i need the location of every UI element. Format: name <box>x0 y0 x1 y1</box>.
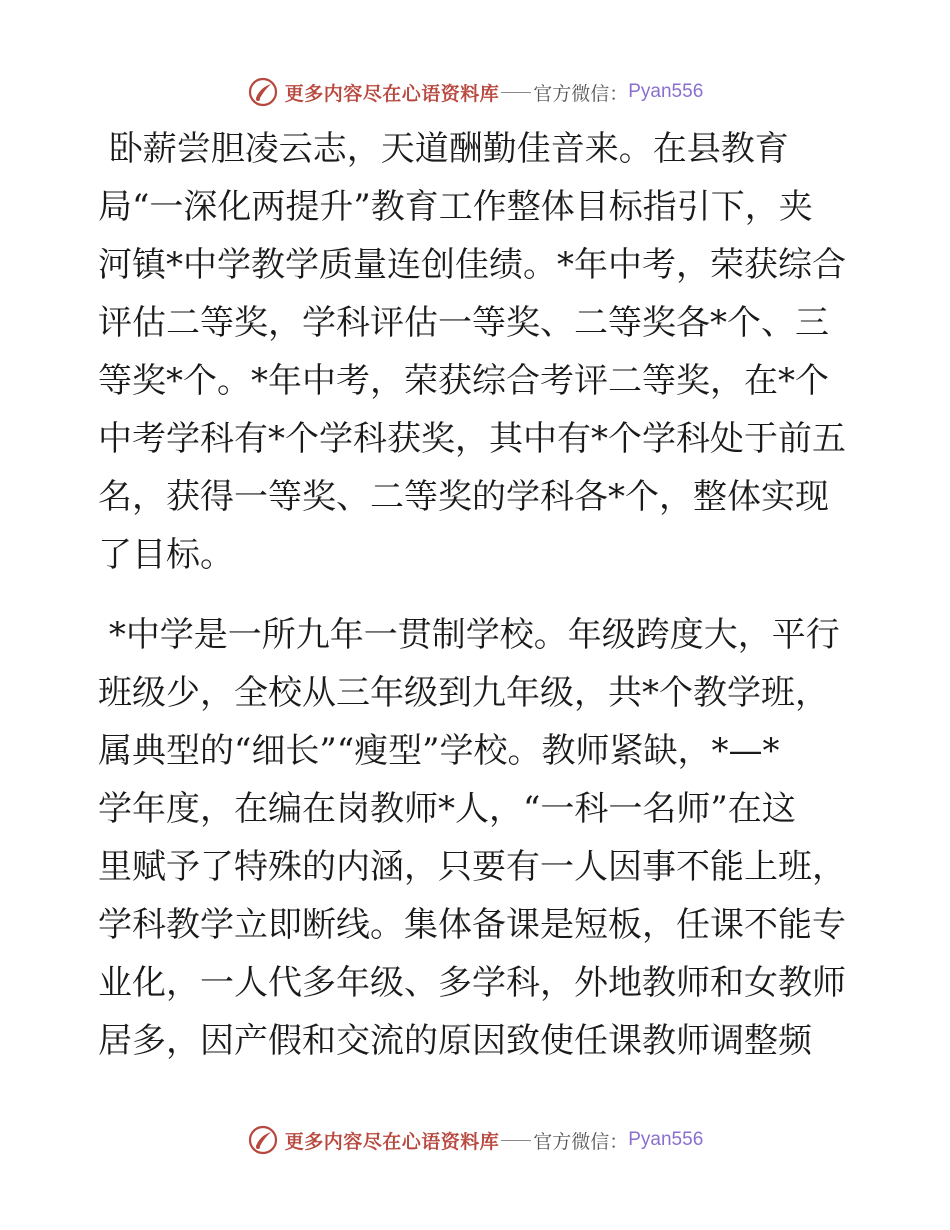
watermark-brand-text: 更多内容尽在心语资料库 <box>284 82 500 105</box>
watermark-banner-bottom <box>0 1120 950 1160</box>
document-body <box>98 120 858 1070</box>
ink-brush-seal-icon <box>247 1124 279 1156</box>
watermark-banner-top <box>0 72 950 112</box>
watermark-wechat-id: Pyan556 <box>628 81 704 102</box>
watermark-official-label: 官方微信： <box>533 1130 629 1153</box>
watermark-separator <box>501 92 531 93</box>
watermark-wechat-id: Pyan556 <box>628 1129 704 1150</box>
ink-brush-seal-icon <box>247 76 279 108</box>
watermark-brand-text: 更多内容尽在心语资料库 <box>284 1130 500 1153</box>
watermark-official-label: 官方微信： <box>533 82 629 105</box>
paragraph-2: *中学是一所九年一贯制学校。年级跨度大，平行 班级少，全校从三年级到九年级，共*个教学班， 属典型的“细长”“瘦型”学校。教师紧缺，*—* 学年度，在编在岗教师*人，“一科一名师”在这 里赋予了特殊的内涵，只要有一人因事不能上班， 学科教学立即断线。集体备课是短板，任课不能专 业化，一人代多年级、多学科，外地教师和女教师 居多，因产假和交流的原因致使任课教师调整频 <box>98 615 846 1061</box>
paragraph-1: 卧薪尝胆凌云志，天道酬勤佳音来。在县教育 局“一深化两提升”教育工作整体目标指引下，夹 河镇*中学教学质量连创佳绩。*年中考，荣获综合 评估二等奖，学科评估一等奖、二等奖各*个、三 等奖*个。*年中考，荣获综合考评二等奖，在*个 中考学科有*个学科获奖，其中有*个学科处于前五 名，获得一等奖、二等奖的学科各*个，整体实现 了目标。 <box>98 129 846 575</box>
watermark-separator <box>501 1140 531 1141</box>
